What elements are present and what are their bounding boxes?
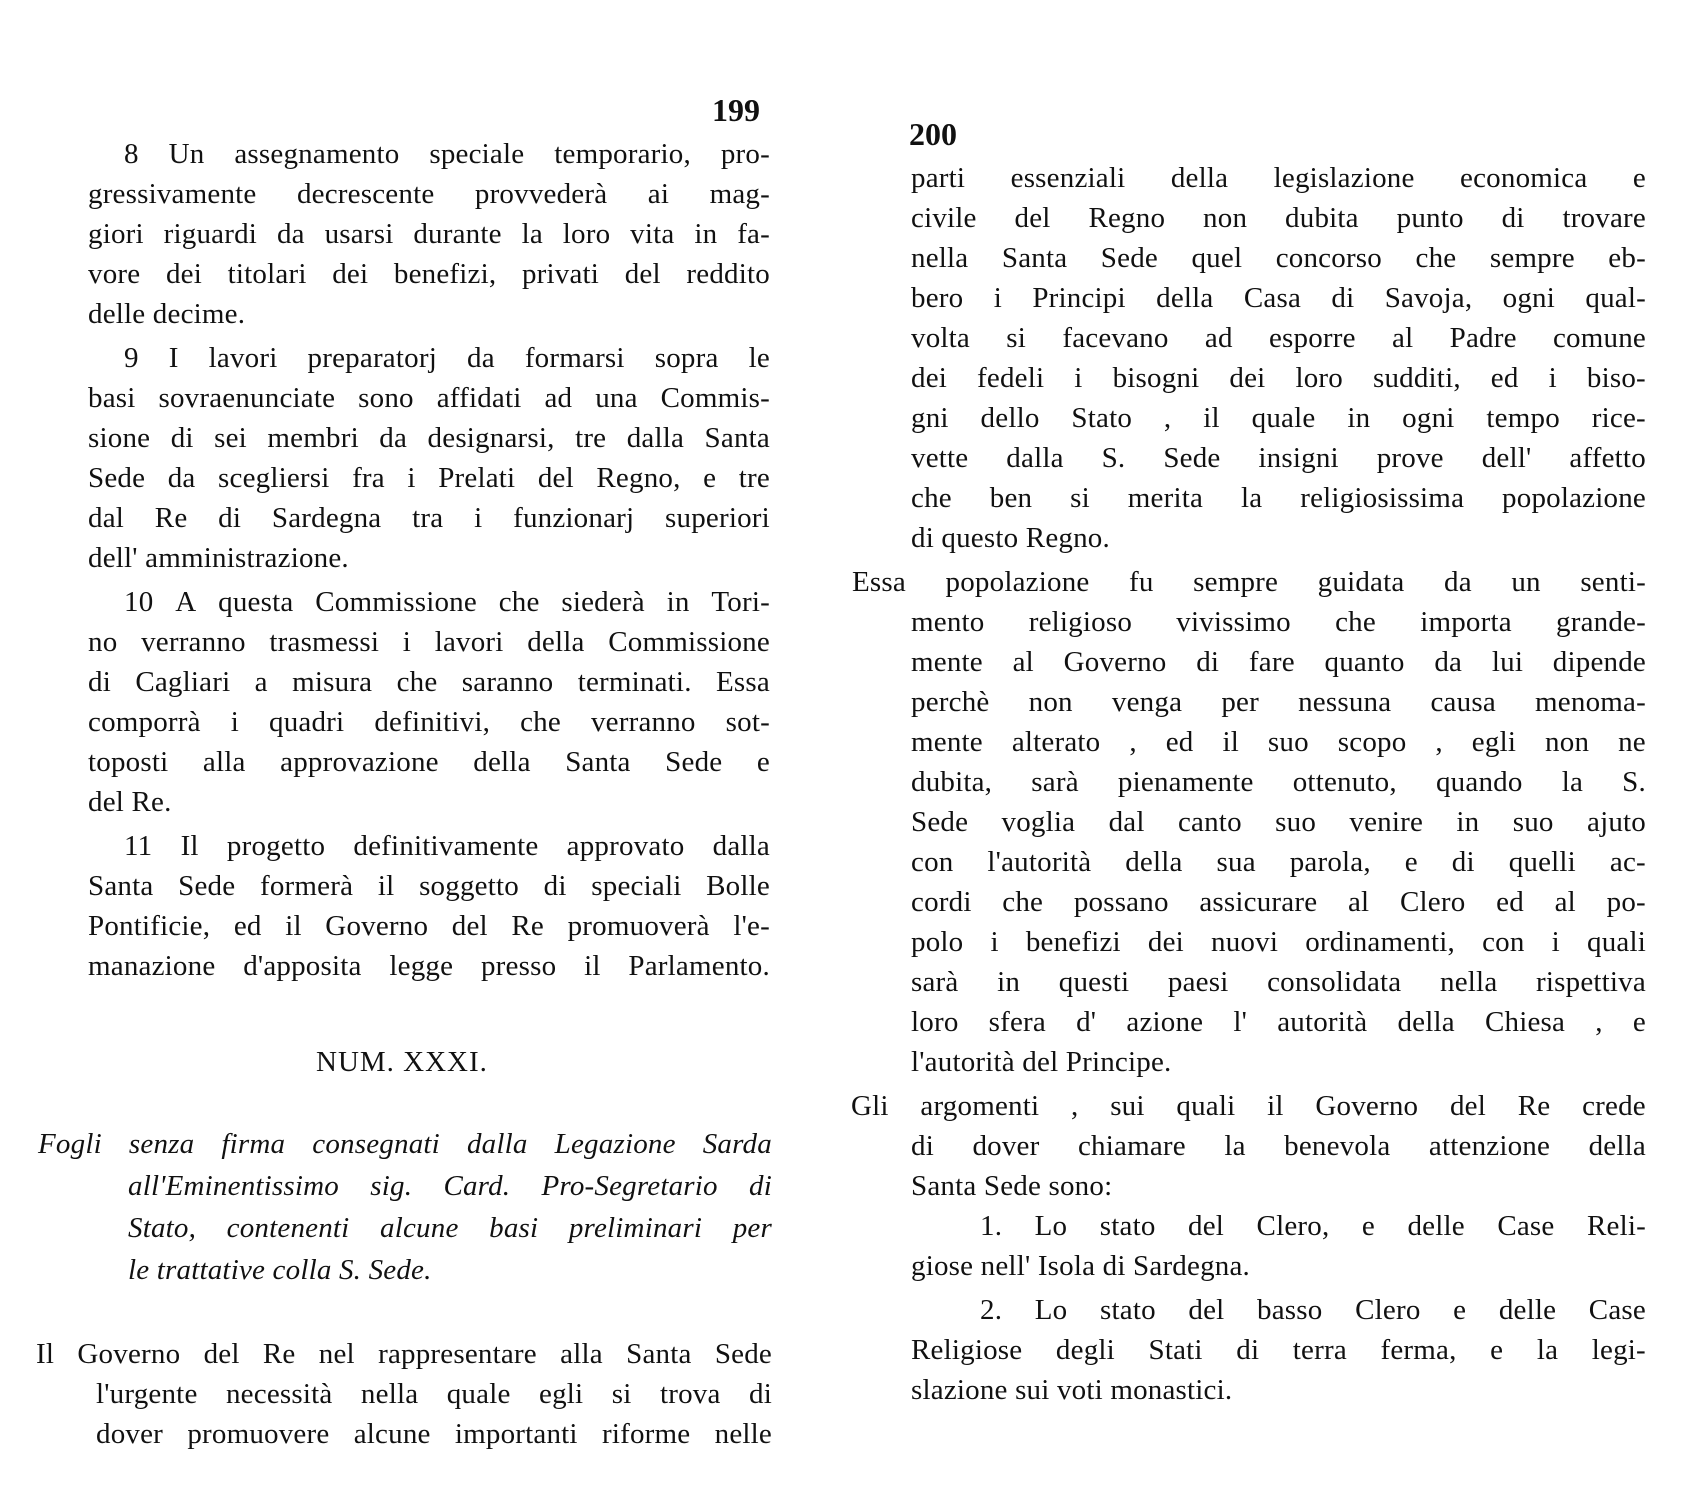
- text-line: del Re.: [88, 786, 172, 818]
- text-line: Gli argomenti , sui quali il Governo del Re crede: [851, 1090, 1646, 1122]
- text-line: bero i Principi della Casa di Savoja, ogni qual-: [911, 282, 1646, 314]
- text-line: 1. Lo stato del Clero, e delle Case Reli-: [980, 1210, 1646, 1242]
- text-line: le trattative colla S. Sede.: [128, 1254, 432, 1286]
- text-line: che ben si merita la religiosissima popolazione: [911, 482, 1646, 514]
- page-number: 199: [712, 92, 760, 128]
- text-line: 2. Lo stato del basso Clero e delle Case: [980, 1294, 1646, 1326]
- text-line: civile del Regno non dubita punto di trovare: [911, 202, 1646, 234]
- text-line: Stato, contenenti alcune basi preliminari per: [128, 1212, 772, 1244]
- text-line: giose nell' Isola di Sardegna.: [911, 1250, 1251, 1282]
- text-line: mento religioso vivissimo che importa grande-: [911, 606, 1646, 638]
- text-line: 10 A questa Commissione che siederà in Tori-: [124, 586, 770, 618]
- text-line: nella Santa Sede quel concorso che sempre eb-: [911, 242, 1646, 274]
- text-line: sarà in questi paesi consolidata nella rispettiva: [911, 966, 1646, 998]
- text-line: Sede da scegliersi fra i Prelati del Regno, e tre: [88, 462, 770, 494]
- text-line: delle decime.: [88, 298, 246, 330]
- text-line: giori riguardi da usarsi durante la loro vita in fa-: [88, 218, 770, 250]
- text-line: l'autorità del Principe.: [911, 1046, 1172, 1078]
- text-line: dubita, sarà pienamente ottenuto, quando la S.: [911, 766, 1646, 798]
- text-line: sione di sei membri da designarsi, tre dalla Santa: [88, 422, 770, 454]
- text-line: 9 I lavori preparatorj da formarsi sopra le: [124, 342, 770, 374]
- text-line: polo i benefizi dei nuovi ordinamenti, con i quali: [911, 926, 1646, 958]
- text-line: vore dei titolari dei benefizi, privati del reddito: [88, 258, 770, 290]
- text-line: toposti alla approvazione della Santa Sede e: [88, 746, 770, 778]
- text-line: dal Re di Sardegna tra i funzionarj superiori: [88, 502, 770, 534]
- text-line: gressivamente decrescente provvederà ai mag-: [88, 178, 770, 210]
- text-line: manazione d'apposita legge presso il Parlamento.: [88, 950, 770, 982]
- right-page: [849, 0, 1698, 1500]
- text-line: Il Governo del Re nel rappresentare alla Santa Sede: [36, 1338, 772, 1370]
- page-number: 200: [909, 116, 957, 152]
- text-line: perchè non venga per nessuna causa menoma-: [911, 686, 1646, 718]
- text-line: parti essenziali della legislazione economica e: [911, 162, 1646, 194]
- text-line: 11 Il progetto definitivamente approvato dalla: [124, 830, 770, 862]
- text-line: con l'autorità della sua parola, e di quelli ac-: [911, 846, 1646, 878]
- text-line: dover promuovere alcune importanti riforme nelle: [96, 1418, 772, 1450]
- text-line: mente al Governo di fare quanto da lui dipende: [911, 646, 1646, 678]
- text-line: no verranno trasmessi i lavori della Commissione: [88, 626, 770, 658]
- text-line: l'urgente necessità nella quale egli si trova di: [96, 1378, 772, 1410]
- text-line: Pontificie, ed il Governo del Re promuoverà l'e-: [88, 910, 770, 942]
- document-heading: NUM. XXXI.: [316, 1046, 488, 1078]
- text-line: all'Eminentissimo sig. Card. Pro-Segretario di: [128, 1170, 772, 1202]
- text-line: di Cagliari a misura che saranno terminati. Essa: [88, 666, 770, 698]
- text-line: cordi che possano assicurare al Clero ed al po-: [911, 886, 1646, 918]
- text-line: basi sovraenunciate sono affidati ad una Commis-: [88, 382, 770, 414]
- text-line: Santa Sede sono:: [911, 1170, 1113, 1202]
- text-line: loro sfera d' azione l' autorità della Chiesa , e: [911, 1006, 1646, 1038]
- text-line: dell' amministrazione.: [88, 542, 349, 574]
- text-line: gni dello Stato , il quale in ogni tempo rice-: [911, 402, 1646, 434]
- text-line: dei fedeli i bisogni dei loro sudditi, ed i biso-: [911, 362, 1646, 394]
- text-line: Essa popolazione fu sempre guidata da un senti-: [852, 566, 1646, 598]
- text-line: mente alterato , ed il suo scopo , egli non ne: [911, 726, 1646, 758]
- text-line: di questo Regno.: [911, 522, 1110, 554]
- text-line: di dover chiamare la benevola attenzione della: [911, 1130, 1646, 1162]
- text-line: 8 Un assegnamento speciale temporario, pro-: [124, 138, 770, 170]
- text-line: Religiose degli Stati di terra ferma, e la legi-: [911, 1334, 1646, 1366]
- text-line: volta si facevano ad esporre al Padre comune: [911, 322, 1646, 354]
- text-line: Sede voglia dal canto suo venire in suo ajuto: [911, 806, 1646, 838]
- text-line: slazione sui voti monastici.: [911, 1374, 1233, 1406]
- text-line: vette dalla S. Sede insigni prove dell' affetto: [911, 442, 1646, 474]
- text-line: comporrà i quadri definitivi, che verranno sot-: [88, 706, 770, 738]
- text-line: Fogli senza firma consegnati dalla Legazione Sarda: [38, 1128, 772, 1160]
- text-line: Santa Sede formerà il soggetto di speciali Bolle: [88, 870, 770, 902]
